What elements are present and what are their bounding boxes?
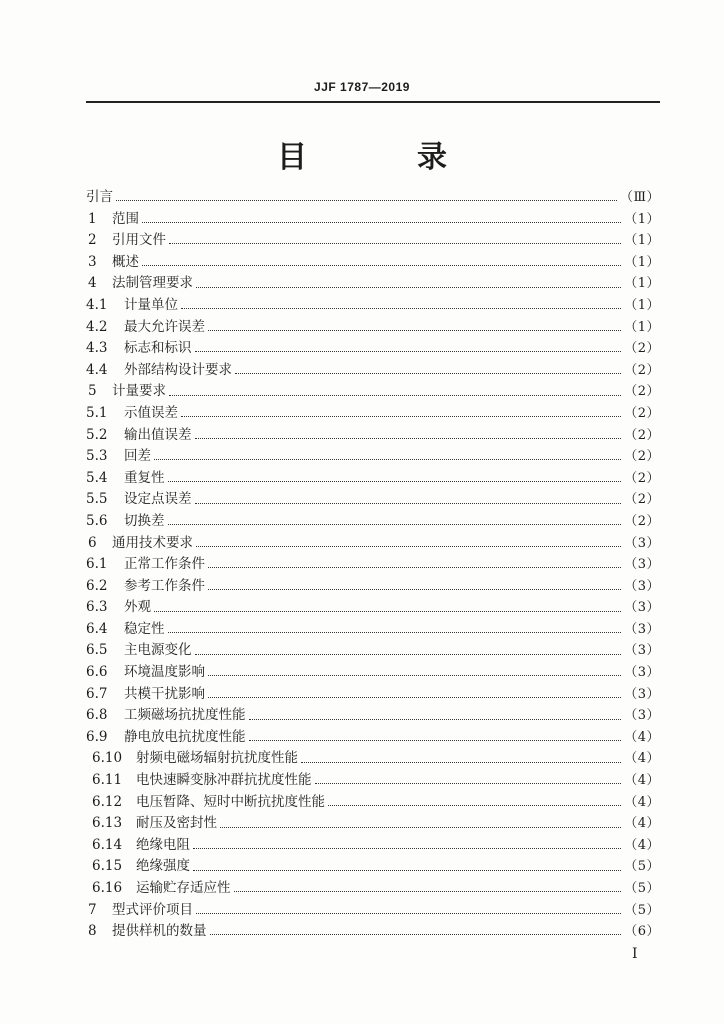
toc-entry-page: （1） (624, 211, 660, 227)
toc-entry-label: 外部结构设计要求 (124, 361, 232, 378)
toc-entry-page: （3） (624, 557, 660, 573)
toc-entry-number: 5.5 (86, 491, 108, 508)
toc-entry-page: （1） (624, 297, 660, 313)
toc-entry-label: 重复性 (124, 469, 165, 486)
toc-entry-number: 8 (88, 923, 97, 940)
toc-entry (86, 446, 660, 468)
toc-entry-page: （3） (624, 665, 660, 681)
toc-entry-number: 6.1 (86, 556, 108, 573)
toc-leader-dots (181, 308, 621, 309)
toc-entry (86, 576, 660, 598)
toc-entry-page: （5） (624, 902, 660, 918)
toc-leader-dots (193, 848, 621, 849)
toc-entry (86, 209, 660, 231)
toc-entry-label: 法制管理要求 (112, 275, 193, 292)
toc-entry-label: 稳定性 (124, 620, 165, 637)
toc-entry (86, 813, 660, 835)
toc-leader-dots (328, 805, 621, 806)
toc-entry-number: 2 (88, 232, 97, 249)
toc-entry (86, 360, 660, 382)
toc-entry-label: 主电源变化 (124, 642, 192, 659)
toc-entry (86, 511, 660, 533)
toc-entry (86, 489, 660, 511)
toc-entry-page: （2） (624, 362, 660, 378)
toc-entry-page: （3） (624, 535, 660, 551)
toc-entry (86, 856, 660, 878)
toc-entry (86, 381, 660, 403)
toc-leader-dots (210, 934, 622, 935)
toc-entry-label: 环境温度影响 (124, 664, 205, 681)
toc-entry-number: 3 (88, 253, 97, 270)
toc-entry-page: （3） (624, 621, 660, 637)
toc-entry-label: 绝缘电阻 (136, 836, 190, 853)
toc-entry-label: 输出值误差 (124, 426, 192, 443)
toc-entry-page: （4） (624, 794, 660, 810)
toc-leader-dots (168, 524, 622, 525)
toc-entry (86, 597, 660, 619)
page-title: 目 录 (277, 140, 487, 175)
toc-entry-label: 外观 (124, 599, 151, 616)
toc-entry-page: （4） (624, 837, 660, 853)
toc-entry (86, 187, 660, 209)
toc-entry-page: （2） (624, 470, 660, 486)
toc-entry-label: 工频磁场抗扰度性能 (124, 707, 246, 724)
toc-entry-label: 提供样机的数量 (112, 923, 207, 940)
toc-entry (86, 748, 660, 770)
toc-entry-page: （4） (624, 751, 660, 767)
toc-entry (86, 662, 660, 684)
toc-leader-dots (195, 654, 622, 655)
toc-entry (86, 554, 660, 576)
toc-entry-page: （1） (624, 319, 660, 335)
toc-leader-dots (154, 459, 621, 460)
toc-entry-page: （1） (624, 254, 660, 270)
toc-entry-number: 6.8 (86, 707, 108, 724)
toc-entry-label: 最大允许误差 (124, 318, 205, 335)
toc-entry-label: 电压暂降、短时中断抗扰度性能 (136, 793, 325, 810)
toc-entry-label: 射频电磁场辐射抗扰度性能 (136, 750, 298, 767)
toc-entry (86, 900, 660, 922)
toc-entry-page: （Ⅲ） (619, 190, 660, 205)
toc-entry-page: （2） (624, 513, 660, 529)
toc-entry-label: 共模干扰影响 (124, 685, 205, 702)
toc-leader-dots (168, 481, 622, 482)
toc-entry (86, 230, 660, 252)
header-rule (86, 101, 660, 103)
toc-leader-dots (196, 546, 621, 547)
toc-entry-page: （2） (624, 405, 660, 421)
toc-entry-page: （2） (624, 427, 660, 443)
toc-entry-label: 示值误差 (124, 404, 178, 421)
toc-leader-dots (154, 611, 621, 612)
toc-leader-dots (196, 287, 621, 288)
toc-entry-number: 6.15 (92, 858, 123, 875)
toc-entry-number: 6.9 (86, 728, 108, 745)
toc-entry-label: 电快速瞬变脉冲群抗扰度性能 (136, 772, 312, 789)
toc-entry-page: （2） (624, 449, 660, 465)
toc-entry-page: （5） (624, 859, 660, 875)
toc-entry-number: 6.4 (86, 620, 108, 637)
toc-entry (86, 317, 660, 339)
toc-leader-dots (208, 567, 621, 568)
toc-entry-label: 回差 (124, 448, 151, 465)
toc-entry-number: 1 (88, 210, 97, 227)
toc-entry-page: （6） (624, 924, 660, 940)
toc-entry (86, 338, 660, 360)
toc-leader-dots (208, 697, 621, 698)
toc-entry (86, 295, 660, 317)
toc-entry-page: （3） (624, 600, 660, 616)
toc-entry (86, 403, 660, 425)
toc-leader-dots (249, 719, 622, 720)
toc-leader-dots (196, 913, 621, 914)
toc-leader-dots (193, 870, 621, 871)
toc-entry (86, 727, 660, 749)
toc-entry-number: 6.2 (86, 577, 108, 594)
toc-entry-page: （2） (624, 384, 660, 400)
toc-entry-number: 6.13 (92, 815, 123, 832)
toc-entry (86, 705, 660, 727)
toc-entry-label: 绝缘强度 (136, 858, 190, 875)
toc-entry (86, 684, 660, 706)
toc-entry-page: （2） (624, 492, 660, 508)
toc-entry-label: 正常工作条件 (124, 556, 205, 573)
toc-entry-number: 5.2 (86, 426, 108, 443)
toc-entry-label: 引言 (86, 189, 113, 205)
toc-entry (86, 468, 660, 490)
toc-entry-number: 5.6 (86, 512, 108, 529)
toc-entry-number: 6.7 (86, 685, 108, 702)
toc-entry (86, 792, 660, 814)
toc-entry-number: 6.10 (92, 750, 123, 767)
toc-entry-label: 概述 (112, 253, 139, 270)
toc-leader-dots (249, 740, 622, 741)
toc-entry-label: 范围 (112, 210, 139, 227)
toc-entry-number: 7 (88, 901, 97, 918)
toc-entry (86, 533, 660, 555)
toc-leader-dots (208, 589, 621, 590)
toc-leader-dots (181, 416, 621, 417)
toc-entry-label: 通用技术要求 (112, 534, 193, 551)
toc-entry-label: 计量要求 (112, 383, 166, 400)
toc-entry-label: 运输贮存适应性 (136, 880, 231, 896)
toc-entry-label: 型式评价项目 (112, 901, 193, 918)
toc-entry-page: （4） (624, 773, 660, 789)
toc-entry-number: 6.16 (92, 880, 123, 896)
toc-entry-label: 静电放电抗扰度性能 (124, 728, 246, 745)
toc-entry-number: 6.3 (86, 599, 108, 616)
toc-leader-dots (235, 373, 621, 374)
toc-leader-dots (169, 395, 621, 396)
toc-leader-dots (315, 783, 622, 784)
toc-entry-label: 计量单位 (124, 296, 178, 313)
toc-entry-number: 5.4 (86, 469, 108, 486)
toc-entry-number: 6.6 (86, 664, 108, 681)
toc-leader-dots (116, 200, 617, 201)
toc-entry-page: （4） (624, 729, 660, 745)
toc-leader-dots (234, 891, 622, 892)
toc-entry-page: （3） (624, 578, 660, 594)
toc-entry-label: 标志和标识 (124, 340, 192, 357)
toc-entry-number: 4.3 (86, 340, 108, 357)
toc-entry-number: 6.11 (92, 772, 123, 789)
toc-leader-dots (195, 503, 622, 504)
table-of-contents (86, 187, 660, 943)
toc-entry-number: 4.1 (86, 296, 108, 313)
toc-entry-page: （1） (624, 276, 660, 292)
toc-entry-number: 4.4 (86, 361, 108, 378)
toc-leader-dots (301, 762, 621, 763)
toc-entry-page: （4） (624, 816, 660, 832)
toc-leader-dots (169, 243, 621, 244)
toc-entry-label: 切换差 (124, 512, 165, 529)
toc-entry (86, 425, 660, 447)
toc-entry (86, 878, 660, 900)
toc-entry-page: （2） (624, 341, 660, 357)
toc-entry-number: 5.1 (86, 404, 108, 421)
toc-entry-number: 6.12 (92, 793, 123, 810)
toc-leader-dots (142, 265, 621, 266)
toc-leader-dots (168, 632, 622, 633)
toc-entry (86, 835, 660, 857)
toc-entry-label: 引用文件 (112, 232, 166, 249)
toc-entry-page: （1） (624, 233, 660, 249)
toc-entry-label: 耐压及密封性 (136, 815, 217, 832)
page-number: Ⅰ (632, 946, 638, 962)
toc-leader-dots (195, 438, 622, 439)
toc-entry-label: 参考工作条件 (124, 577, 205, 594)
toc-entry-page: （3） (624, 643, 660, 659)
toc-entry (86, 619, 660, 641)
toc-entry-label: 设定点误差 (124, 491, 192, 508)
toc-entry (86, 640, 660, 662)
toc-leader-dots (220, 827, 621, 828)
toc-entry-number: 6 (88, 534, 97, 551)
toc-entry-page: （3） (624, 708, 660, 724)
toc-entry-number: 5.3 (86, 448, 108, 465)
toc-entry-number: 4 (88, 275, 97, 292)
toc-entry (86, 770, 660, 792)
toc-leader-dots (208, 675, 621, 676)
toc-leader-dots (142, 222, 621, 223)
toc-entry-number: 6.14 (92, 836, 123, 853)
toc-entry-number: 6.5 (86, 642, 108, 659)
toc-entry-number: 5 (88, 383, 97, 400)
toc-entry (86, 921, 660, 943)
toc-entry-page: （3） (624, 686, 660, 702)
toc-leader-dots (195, 351, 622, 352)
toc-entry-page: （5） (624, 881, 660, 896)
standard-code: JJF 1787—2019 (314, 80, 410, 94)
toc-leader-dots (208, 330, 621, 331)
toc-entry (86, 252, 660, 274)
toc-entry (86, 273, 660, 295)
toc-entry-number: 4.2 (86, 318, 108, 335)
